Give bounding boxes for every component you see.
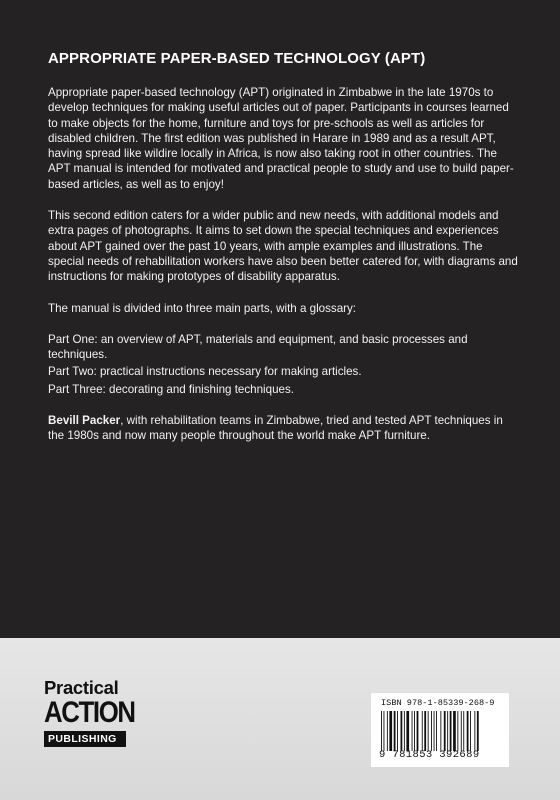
part-two: Part Two: practical instructions necessary for making articles. <box>48 365 362 379</box>
author-bio: , with rehabilitation teams in Zimbabwe, tried and tested APT techniques in the 1980s and now many people throughout the world make APT furniture. <box>48 414 503 443</box>
practical-action-publishing-logo <box>44 677 135 747</box>
logo-line-practical: Practical <box>44 677 119 698</box>
blurb-paragraph-3: The manual is divided into three main parts, with a glossary: <box>48 301 357 315</box>
logo-line-publishing: PUBLISHING <box>44 731 126 747</box>
author-paragraph <box>48 413 518 444</box>
blurb-paragraph-2: This second edition caters for a wider public and new needs, with additional models and extra pages of photographs. It aims to set down the special techniques and experiences about APT gained over the past 10 years, with ample examples and illustrations. The special needs of rehabilitation workers have also been better catered for, with diagrams and instructions for making prototypes of disability apparatus. <box>48 209 518 284</box>
barcode-bars <box>379 711 503 751</box>
isbn-label: ISBN 978-1-85339-268-9 <box>381 698 495 708</box>
logo-line-action: ACTION <box>44 696 135 729</box>
blurb-paragraph-1: Appropriate paper-based technology (APT) originated in Zimbabwe in the late 1970s to develop techniques for making useful articles out of paper. Participants in courses learned to make objects for the home, furniture and toys for pre-schools as well as articles for disabled children. The first edition was published in Harare in 1989 and as a result APT, having spread like wildire locally in Africa, is now also taking root in other countries. The APT manual is intended for motivated and practical people to study and use to build paper-based articles, as well as to enjoy! <box>48 86 514 191</box>
author-name: Bevill Packer <box>48 414 121 428</box>
blurb-text <box>48 85 518 460</box>
part-one: Part One: an overview of APT, materials and equipment, and basic processes and techniques. <box>48 332 468 362</box>
barcode-digits: 9 781853 392689 <box>379 749 480 761</box>
parts-list <box>48 332 518 397</box>
isbn-barcode <box>371 693 509 767</box>
cover-title: APPROPRIATE PAPER-BASED TECHNOLOGY (APT) <box>48 50 426 67</box>
part-three: Part Three: decorating and finishing techniques. <box>48 382 294 396</box>
